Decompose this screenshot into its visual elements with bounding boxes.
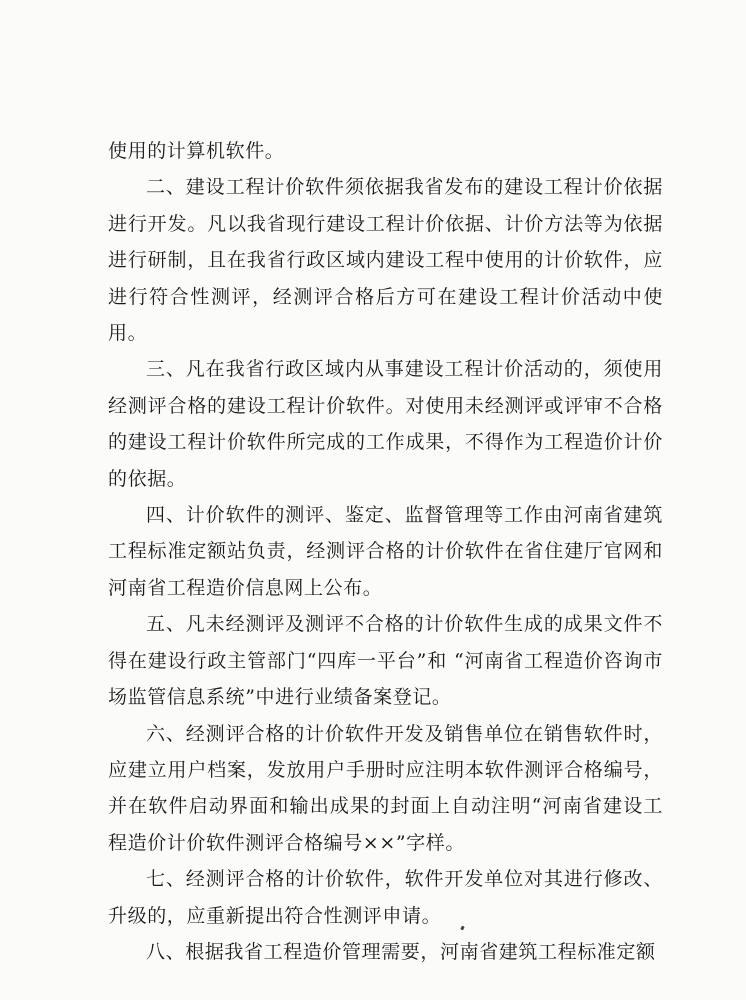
paragraph-item-2: 二、建设工程计价软件须依据我省发布的建设工程计价依据进行开发。凡以我省现行建设工程计价依据、计价方法等为依据进行研制，且在我省行政区域内建设工程中使用的计价软件，应进行符合性测评，经测评合格后方可在建设工程计价活动中使用。 <box>108 176 663 345</box>
paragraph-item-5: 五、凡未经测评及测评不合格的计价软件生成的成果文件不得在建设行政主管部门“四库一平台”和 “河南省工程造价咨询市场监管信息系统”中进行业绩备案登记。 <box>108 613 663 709</box>
document-body <box>108 133 663 970</box>
paragraph-item-6: 六、经测评合格的计价软件开发及销售单位在销售软件时，应建立用户档案，发放用户手册时应注明本软件测评合格编号，并在软件启动界面和输出成果的封面上自动注明“河南省建设工程造价计价软件测评合格编号××”字样。 <box>108 722 663 854</box>
paragraph-item-3: 三、凡在我省行政区域内从事建设工程计价活动的，须使用经测评合格的建设工程计价软件。对使用未经测评或评审不合格的建设工程计价软件所完成的工作成果，不得作为工程造价计价的依据。 <box>108 358 663 490</box>
paragraph-continuation: 使用的计算机软件。 <box>108 140 285 162</box>
paragraph-item-8: 八、根据我省工程造价管理需要，河南省建筑工程标准定额 <box>146 940 656 963</box>
paragraph-item-4: 四、计价软件的测评、鉴定、监督管理等工作由河南省建筑工程标准定额站负责，经测评合格的计价软件在省住建厅官网和河南省工程造价信息网上公布。 <box>108 504 663 599</box>
paragraph-item-7: 七、经测评合格的计价软件，软件开发单位对其进行修改、升级的，应重新提出符合性测评申请。 <box>108 868 663 927</box>
